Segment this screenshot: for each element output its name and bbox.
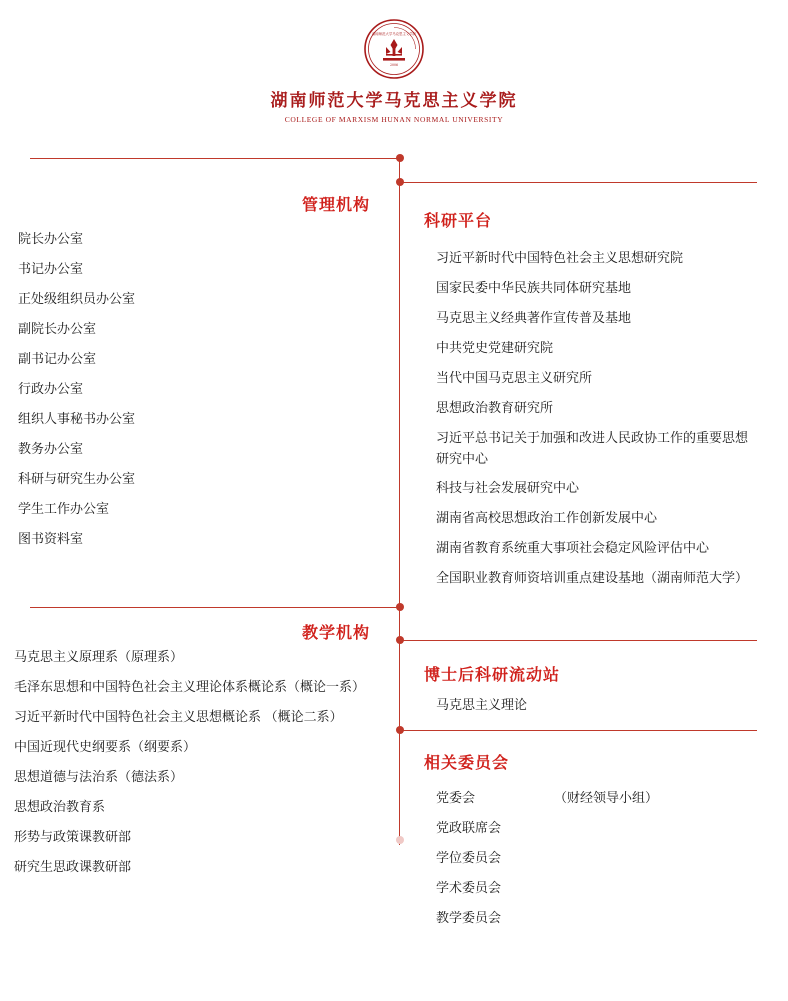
branch-line-teaching xyxy=(30,607,400,608)
svg-text:湖南师范大学马克思主义学院: 湖南师范大学马克思主义学院 xyxy=(371,32,417,36)
list-teaching xyxy=(14,642,394,882)
node-dot-teaching xyxy=(396,603,404,611)
list-item[interactable]: 思想道德与法治系（德法系） xyxy=(14,769,184,784)
list-item[interactable]: 毛泽东思想和中国特色社会主义理论体系概论系（概论一系） xyxy=(14,679,366,694)
branch-line-management-top xyxy=(30,158,400,159)
section-title-management: 管理机构 xyxy=(301,197,370,214)
list-item[interactable]: 思想政治教育研究所 xyxy=(436,400,554,415)
node-dot-trunk-end xyxy=(396,836,404,844)
list-item[interactable]: 习近平总书记关于加强和改进人民政协工作的重要思想研究中心 xyxy=(436,430,749,466)
list-item[interactable]: 当代中国马克思主义研究所 xyxy=(436,370,593,385)
list-item[interactable]: 形势与政策课教研部 xyxy=(14,829,132,844)
list-item[interactable]: 湖南省教育系统重大事项社会稳定风险评估中心 xyxy=(436,540,710,555)
list-item[interactable]: 湖南省高校思想政治工作创新发展中心 xyxy=(436,510,658,525)
list-item[interactable] xyxy=(436,843,658,873)
node-dot-postdoc xyxy=(396,636,404,644)
branch-line-research-platform xyxy=(399,182,757,183)
list-item[interactable]: 正处级组织员办公室 xyxy=(18,291,136,306)
committee-name: 党政联席会 xyxy=(436,820,502,835)
branch-line-postdoc xyxy=(399,640,757,641)
list-item[interactable]: 中国近现代史纲要系（纲要系） xyxy=(14,739,197,754)
section-title-research-platform: 科研平台 xyxy=(424,213,493,230)
list-item[interactable]: 院长办公室 xyxy=(18,231,84,246)
list-item[interactable]: 副书记办公室 xyxy=(18,351,97,366)
list-item[interactable]: 全国职业教育师资培训重点建设基地（湖南师范大学） xyxy=(436,570,749,585)
list-item[interactable]: 国家民委中华民族共同体研究基地 xyxy=(436,280,632,295)
list-item[interactable]: 马克思主义理论 xyxy=(436,697,528,712)
list-item[interactable] xyxy=(436,813,658,843)
section-title-postdoc-station: 博士后科研流动站 xyxy=(424,667,561,684)
list-item[interactable]: 行政办公室 xyxy=(18,381,84,396)
org-name-english: COLLEGE OF MARXISM HUNAN NORMAL UNIVERSITY xyxy=(284,115,504,124)
committee-name: 教学委员会 xyxy=(436,910,502,925)
list-item[interactable]: 科研与研究生办公室 xyxy=(18,471,136,486)
section-title-teaching: 教学机构 xyxy=(301,625,370,642)
list-item[interactable]: 科技与社会发展研究中心 xyxy=(436,480,580,495)
list-item[interactable]: 图书资料室 xyxy=(18,531,84,546)
list-item[interactable]: 研究生思政课教研部 xyxy=(14,859,132,874)
node-dot-committees xyxy=(396,726,404,734)
trunk-vertical-line xyxy=(399,158,400,845)
list-item[interactable] xyxy=(436,903,658,933)
svg-text:2006: 2006 xyxy=(389,63,399,67)
org-header xyxy=(0,18,788,124)
list-item[interactable]: 副院长办公室 xyxy=(18,321,97,336)
list-item[interactable]: 组织人事秘书办公室 xyxy=(18,411,136,426)
list-item[interactable]: 教务办公室 xyxy=(18,441,84,456)
list-item[interactable]: 马克思主义原理系（原理系） xyxy=(14,649,184,664)
org-name-chinese: 湖南师范大学马克思主义学院 xyxy=(270,91,518,111)
college-crest-logo xyxy=(363,18,425,80)
node-dot-management xyxy=(396,154,404,162)
list-management xyxy=(18,224,378,554)
list-item[interactable]: 习近平新时代中国特色社会主义思想研究院 xyxy=(436,250,684,265)
branch-line-committees xyxy=(399,730,757,731)
list-research-platform xyxy=(436,243,788,593)
committee-name: 学术委员会 xyxy=(436,880,502,895)
list-item[interactable]: 思想政治教育系 xyxy=(14,799,106,814)
section-title-committees: 相关委员会 xyxy=(424,755,510,772)
list-item[interactable]: 习近平新时代中国特色社会主义思想概论系 （概论二系） xyxy=(14,709,343,724)
list-item[interactable]: 书记办公室 xyxy=(18,261,84,276)
list-item[interactable] xyxy=(436,873,658,903)
list-committees xyxy=(436,783,658,933)
committee-name: 党委会 xyxy=(436,790,476,805)
committee-note: （财经领导小组） xyxy=(554,790,659,805)
list-item[interactable]: 中共党史党建研究院 xyxy=(436,340,554,355)
committee-name: 学位委员会 xyxy=(436,850,502,865)
list-item[interactable] xyxy=(436,783,658,813)
list-postdoc xyxy=(436,690,527,720)
node-dot-research-platform xyxy=(396,178,404,186)
list-item[interactable]: 马克思主义经典著作宣传普及基地 xyxy=(436,310,632,325)
list-item[interactable]: 学生工作办公室 xyxy=(18,501,110,516)
